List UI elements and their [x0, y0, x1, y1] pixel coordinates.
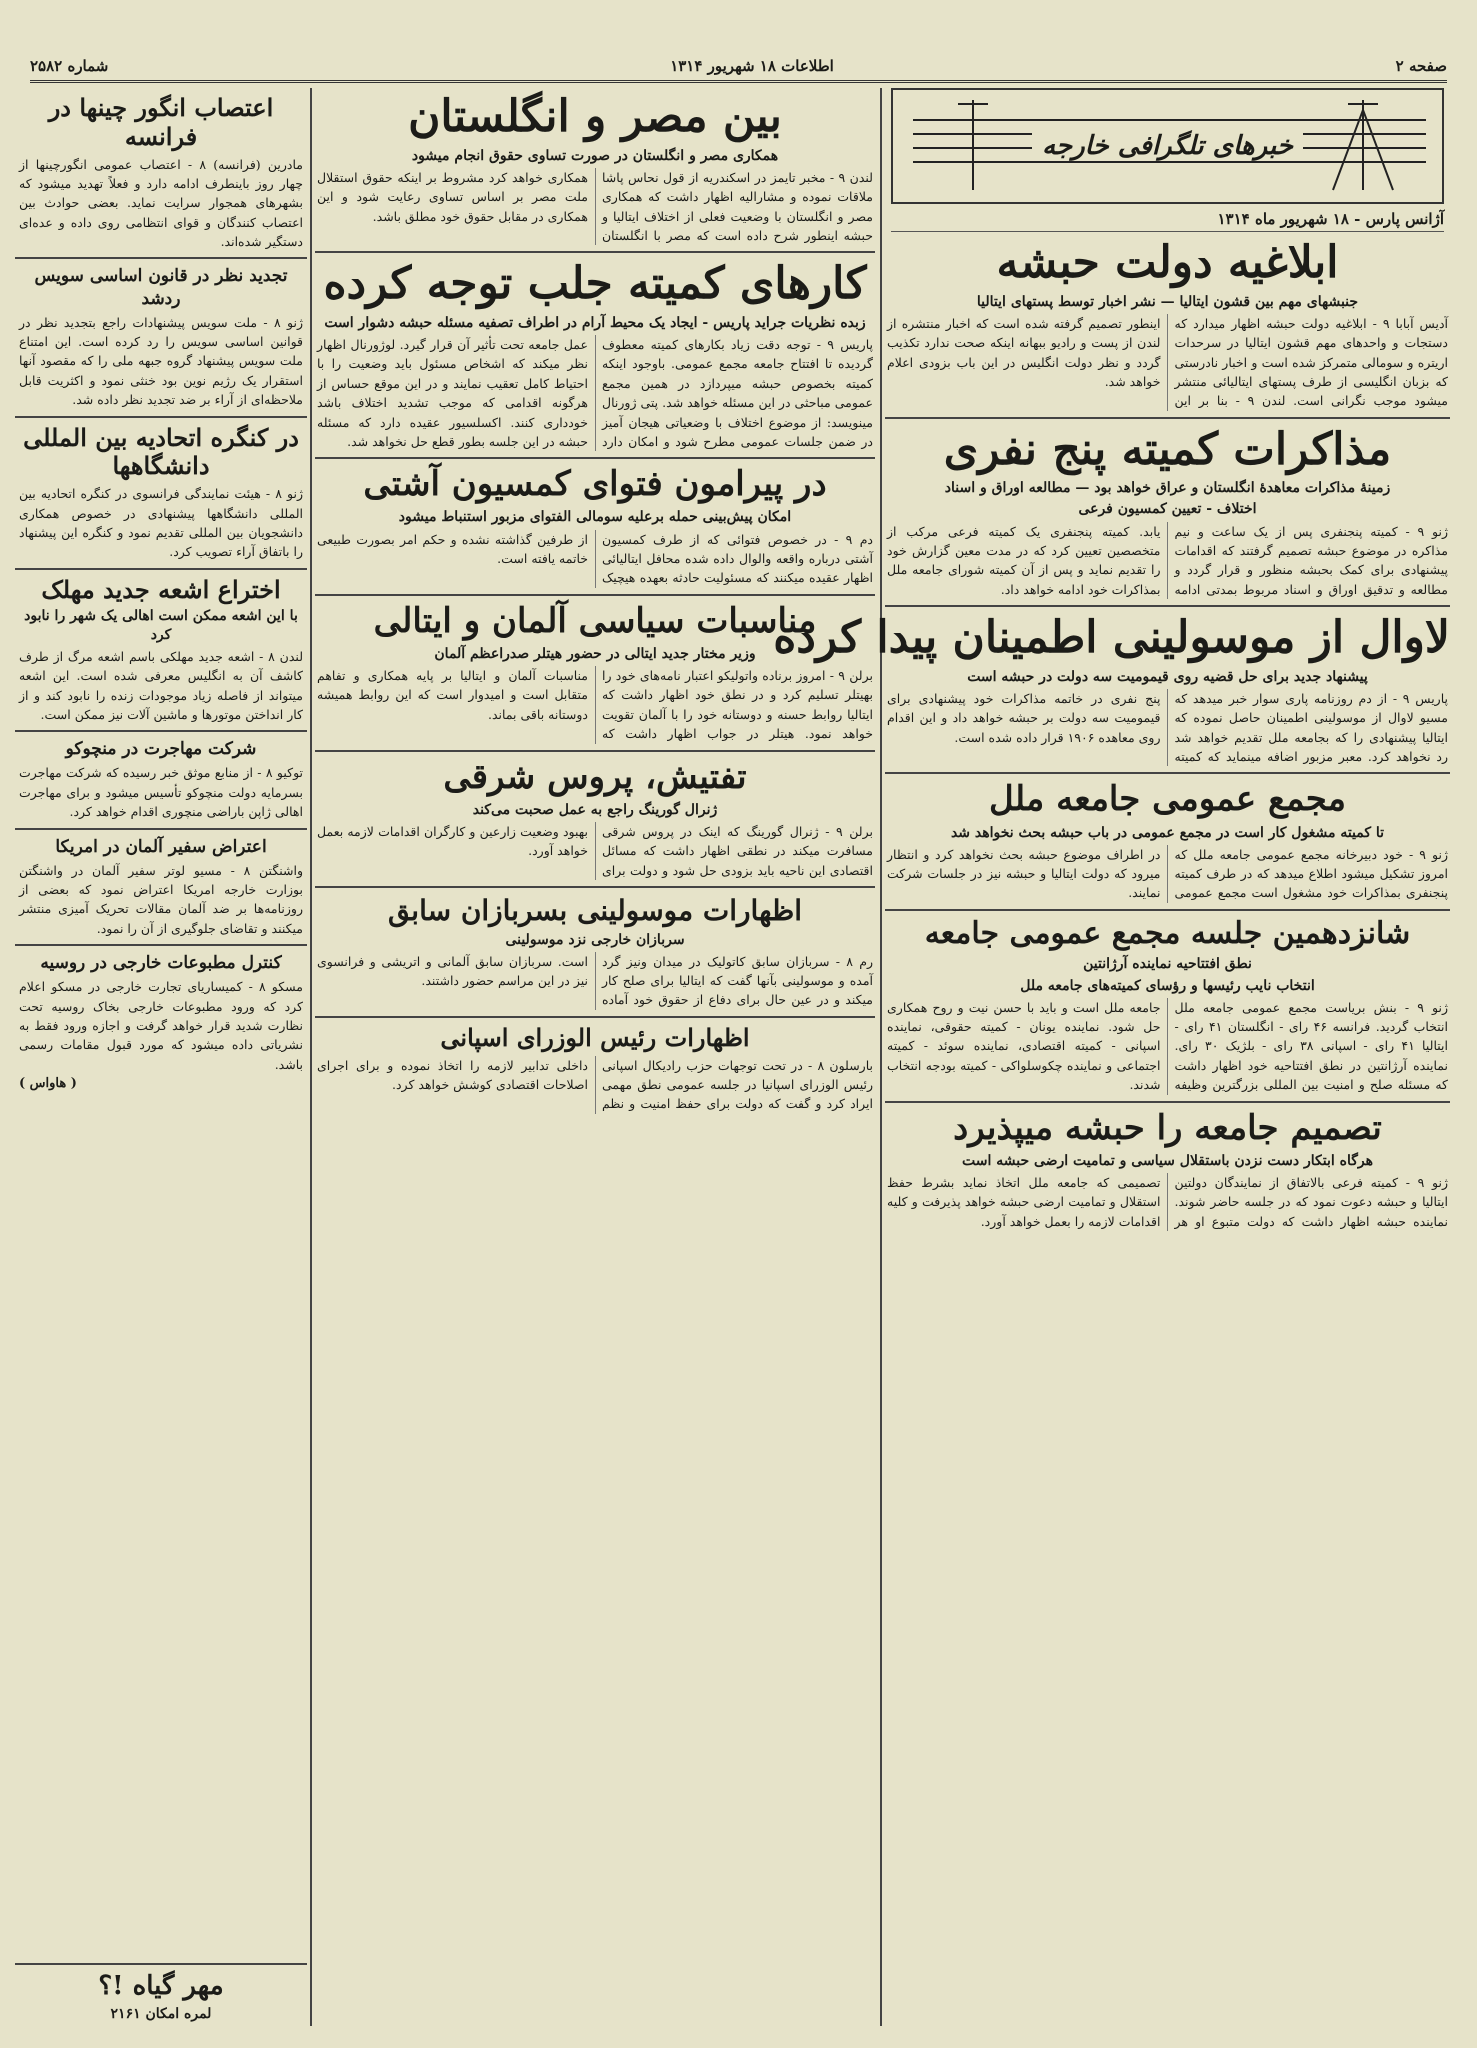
- headline-egypt-england: بین مصر و انگلستان: [408, 91, 782, 142]
- headline-laval-mussolini: لاوال از موسولینی اطمینان پیدا کرده: [773, 612, 1450, 664]
- right-column: [773, 88, 1450, 2026]
- divider: [15, 944, 307, 946]
- footer-subtitle: لمره امکان ۲۱۶۱: [110, 2005, 212, 2022]
- divider: [15, 730, 307, 732]
- divider: [885, 605, 1450, 607]
- article-body: ژنو ۹ - کمیته فرعی بالاتفاق از نمایندگان دولتین ایتالیا و حبشه دعوت نمود که در جلسه حاضر شوند. نماینده حبشه اظهار داشت که دولت متبوع او هر تصمیمی که جامعه ملل اتخاذ نماید بشرط حفظ استقلال و تمامیت ارضی حبشه خواهد پذیرفت و کلیه اقدامات لازمه را بعمل خواهد آورد.: [887, 1174, 1448, 1229]
- divider: [885, 772, 1450, 774]
- divider: [885, 1101, 1450, 1103]
- article-body: دم ۹ - در خصوص فتوائی که از طرف کمسیون آشتی درباره واقعه والوال داده شده محافل ایتالیائی اظهار عقیده میکنند که مسئولیت حادثه بعهده هیچیک از طرفین گذاشته نشده و حکم امر بصورت طبیعی خاتمه یافته است.: [317, 531, 873, 586]
- headline-abyssinia-accepts: تصمیم جامعه را حبشه میپذیرد: [953, 1107, 1382, 1148]
- headline-grape-strike: اعتصاب انگور چینها در فرانسه: [48, 93, 274, 151]
- article-body: ژنو ۹ - کمیته پنجنفری پس از یک ساعت و نیم مذاکره در موضوع حبشه تصمیم گرفتند که اقدامات پیشنهادی برای کمک بحبشه منظور و قرار گردد و مطالعه و تدقیق اوراق و اسناد مربوط بمدتی ادامه یابد. کمیته پنجنفری یک کمیته فرعی مرکب از متخصصین تعیین کرد که در مدت معین گزارش خود را تقدیم نماید و پس از آن کمیته شورای جامعه ملل بمذاکرات خود ادامه خواهد داد.: [887, 523, 1448, 597]
- subhead: ژنرال گورینگ راجع به عمل صحبت می‌کند: [472, 801, 718, 818]
- headline-death-ray: اختراع اشعه جدید مهلک: [41, 574, 281, 604]
- article-body: ژنو ۸ - هیئت نمایندگی فرانسوی در کنگره اتحادیه بین المللی دانشگاهها پیشنهادی در خصوص همکاری دانشجویان بین المللی تقدیم نمود و کنگره این پیشنهاد را باتفاق آراء تصویب کرد.: [19, 486, 303, 560]
- subhead: همکاری مصر و انگلستان در صورت تساوی حقوق انجام میشود: [411, 147, 779, 164]
- divider: [15, 828, 307, 830]
- subhead: هرگاه ابتکار دست نزدن باستقلال سیاسی و تمامیت ارضی حبشه است: [961, 1152, 1373, 1169]
- divider: [315, 1016, 875, 1018]
- banner-title: خبرهای تلگرافی خارجه: [1032, 131, 1303, 161]
- headline-mussolini-veterans: اظهارات موسولینی بسربازان سابق: [387, 893, 803, 927]
- article-body: پاریس ۹ - توجه دقت زیاد بکارهای کمیته معطوف گردیده تا افتتاح جامعه مجمع عمومی. باوجود اینکه کمیته بخصوص حبشه میپردازد در همین مجمع عمومی مباحثی در این مسئله خواهد شد. پتی ژورنال مینویسد: از موضوع اختلاف با وضعیاتی هیجان آمیز در ضمن جلسات عمومی مطرح شود و امکان دارد عمل جامعه تحت تأثیر آن قرار گیرد. لوژورنال اظهار نظر میکند که اشخاص مسئول باید وضعیت را با احتیاط کامل تعقیب نمایند و در این موقع حساس از هرگونه اقدامی که موجب تشدید اختلاف باشد خودداری کنند. اکسلسیور عقیده دارد که مسئله حبشه در این جلسه بطور قطع حل نخواهد شد.: [317, 337, 873, 449]
- headline-five-committee: مذاکرات کمیته پنج نفری: [943, 423, 1392, 475]
- divider: [15, 568, 307, 570]
- paper-date: اطلاعات ۱۸ شهریور ۱۳۱۴: [670, 57, 834, 75]
- article-body: واشنگتن ۸ - مسیو لوتر سفیر آلمان در واشنگتن بوزارت خارجه امریکا اعتراض نمود که بعضی از روزنامه‌ها بر ضد آلمان مقالات تحریک آمیزی منتشر میکنند و تقاضای جلوگیری از آن را نمود.: [19, 862, 303, 936]
- telegraph-banner: [891, 88, 1444, 204]
- headline-swiss-constitution: تجدید نظر در قانون اساسی سویس ردشد: [34, 266, 288, 309]
- subhead: نطق افتتاحیه نماینده آرژانتین: [1083, 956, 1252, 973]
- divider: [315, 251, 875, 253]
- subhead: انتخاب نایب رئیسها و رؤسای کمیته‌های جامعه ملل: [1020, 977, 1315, 994]
- divider: [315, 457, 875, 459]
- footer-advert: [15, 1963, 307, 2026]
- article-body: رم ۸ - سربازان سابق کاتولیک در میدان ونیز گرد آمده و موسولینی بآنها گفت که ایتالیا برای صلح کار میکند و در عین حال برای دفاع از حقوق خود آماده است. سربازان سابق آلمانی و اتریشی و فرانسوی نیز در این مراسم حضور داشتند.: [317, 953, 873, 1008]
- headline-spanish-premier: اظهارات رئیس الوزرای اسپانی: [440, 1022, 750, 1052]
- issue-number: شماره ۲۵۸۲: [30, 57, 109, 75]
- headline-german-ambassador: اعتراض سفیر آلمان در امریکا: [55, 836, 267, 857]
- footer-headline: مهر گیاه !؟: [98, 1970, 224, 2001]
- headline-east-prussia: تفتیش، پروس شرقی: [443, 756, 747, 797]
- article-body: ژنو ۹ - خود دبیرخانه مجمع عمومی جامعه ملل که امروز تشکیل میشود اطلاع میدهد که در طرف کمیته پنجنفری بمذاکرات خود مشغول است مجمع عمومی در اطراف موضوع حبشه بحث نخواهد کرد و انتظار میرود که دولت ایتالیا و حبشه نیز در جلسات شرکت نمایند.: [887, 846, 1448, 901]
- article-body: توکیو ۸ - از منابع موثق خبر رسیده که شرکت مهاجرت بسرمایه دولت منچوکو تأسیس میشود و برای مهاجرت اهالی ژاپن باراضی منچوری اقدام خواهد کرد.: [19, 765, 304, 820]
- headline-general-assembly: مجمع عمومی جامعه ملل: [989, 779, 1346, 820]
- headline-universities-congress: در کنگره اتحادیه بین المللی دانشگاهها: [23, 422, 299, 481]
- headline-russia-press: کنترل مطبوعات خارجی در روسیه: [40, 953, 282, 974]
- column-divider: [880, 88, 882, 2026]
- subhead: اختلاف - تعیین کمسیون فرعی: [1078, 501, 1257, 518]
- article-body: لندن ۹ - مخبر تایمز در اسکندریه از قول نحاس پاشا ملاقات نموده و مشارالیه اظهار داشت که همکاری مصر و انگلستان با وضعیت فعلی از اختلاف ایتالیا و حبشه اینطور شرح داده است که مصر با انگلستان همکاری خواهد کرد مشروط بر اینکه حقوق استقلال ملت مصر بر اساس تساوی رعایت شود و این همکاری در مقابل حقوق خود مطلق باشد.: [317, 169, 873, 243]
- column-divider: [310, 88, 312, 2026]
- divider: [15, 416, 307, 418]
- headline-abyssinia-proclamation: ابلاغیه دولت حبشه: [996, 237, 1339, 288]
- article-body: ژنو ۸ - ملت سویس پیشنهادات راجع بتجدید نظر در قوانین اساسی سویس را رد کرده است. این امتناع ملت سویس پیشنهاد گروه جبهه ملی را که مقصود آنها استقرار یک رژیم نوین بود خنثی نمود و اکثریت قابل ملاحظه‌ای از آراء بر ضد تجدید نظر داده شد.: [19, 314, 303, 408]
- subhead: زبده نظریات جراید پاریس - ایجاد یک محیط آرام در اطراف تصفیه مسئله حبشه دشوار است: [324, 314, 866, 331]
- subhead: جنبشهای مهم بین قشون ایتالیا — نشر اخبار توسط پستهای ایتالیا: [976, 293, 1359, 310]
- left-column: [15, 88, 307, 1928]
- article-body: برلن ۹ - امروز برناده واتولیکو اعتبار نامه‌های خود را بهیتلر تسلیم کرد و در نطق خود اظهار داشت که ایتالیا روابط حسنه و دوستانه خود را با آلمان تقویت خواهد نمود. هیتلر در جواب اظهار داشت که مناسبات آلمان و ایتالیا بر پایه همکاری و تفاهم متقابل است و امیدوار است که این روابط همیشه دوستانه باقی بماند.: [317, 668, 873, 742]
- headline-committee-attention: کارهای کمیته جلب توجه کرده: [323, 258, 867, 310]
- divider: [885, 909, 1450, 911]
- divider: [15, 257, 307, 259]
- article-body: مادرین (فرانسه) ۸ - اعتصاب عمومی انگورچینها از چهار روز باینطرف ادامه دارد و فعلاً تهدید میشود که بشهرهای همجوار سرایت نماید. بعضی حوادث بین اعتصاب کنندگان و قوای انتظامی روی داده و عده‌ای دستگیر شده‌اند.: [19, 156, 303, 250]
- article-body: لندن ۸ - اشعه جدید مهلکی باسم اشعه مرگ از طرف کاشف آن به انگلیس معرفی شده است. این اشعه میتواند از فاصله زیاد موجودات زنده را نابود کند و از کار انداختن موتورها و ماشین آلات نیز ممکن است.: [19, 648, 304, 722]
- dateline: آژانس پارس - ۱۸ شهریور ماه ۱۳۱۴: [891, 210, 1444, 232]
- middle-column: [315, 88, 875, 2026]
- headline-sixteenth-session: شانزدهمین جلسه مجمع عمومی جامعه: [924, 915, 1411, 951]
- masthead: [30, 52, 1447, 83]
- article-body: ژنو ۹ - بنش بریاست مجمع عمومی جامعه ملل انتخاب گردید. فرانسه ۴۶ رای - انگلستان ۴۱ رای - ایتالیا ۴۱ رای - اسپانی ۳۸ رای - بلژیک ۳۰ رای. نماینده آرژانتین در نطق افتتاحیه خود اظهار داشت که مسئله صلح و امنیت بین المللی بزرگترین وظیفه جامعه ملل است و باید با حسن نیت و روح همکاری حل شود. نماینده یونان - کمیته حقوقی، نماینده اسپانی - کمیته اقتصادی، نماینده سوئد - کمیته اجتماعی و نماینده چکوسلواکی - کمیته بودجه انتخاب شدند.: [887, 999, 1448, 1093]
- subhead: تا کمیته مشغول کار است در مجمع عمومی در باب حبشه بحث نخواهد شد: [950, 824, 1385, 841]
- divider: [885, 417, 1450, 419]
- article-body: برلن ۹ - ژنرال گورینگ که اینک در پروس شرقی مسافرت میکند در نطقی اظهار داشت که مسائل اقتصادی این ناحیه باید بزودی حل شود و دولت برای بهبود وضعیت زارعین و کارگران اقدامات لازمه بعمل خواهد آورد.: [317, 823, 873, 878]
- subhead: پیشنهاد جدید برای حل قضیه روی قیمومیت سه دولت در حبشه است: [967, 668, 1368, 685]
- subhead: با این اشعه ممکن است اهالی یک شهر را نابود کرد: [24, 608, 298, 643]
- page-label: صفحه ۲: [1395, 57, 1447, 75]
- divider: [15, 1963, 307, 1965]
- subhead: زمینهٔ مذاکرات معاهدهٔ انگلستان و عراق خواهد بود — مطالعه اوراق و اسناد: [944, 480, 1391, 497]
- article-body: آدیس آبابا ۹ - ابلاغیه دولت حبشه اظهار میدارد که دستجات و واحدهای مهم قشون ایتالیا در سرحدات اریتره و سومالی متمرکز شده است و اخبار نادرستی که بزبان انگلیسی از طرف پستهای ایتالیائی منتشر میشود موجب نگرانی است. لندن ۹ - بنا بر این اینطور تصمیم گرفته شده است که اخبار منتشره از لندن از پست و رادیو ببهانه اینکه صحت ندارد تکذیب گردد و نظر دولت انگلیس در این باب بزودی اعلام خواهد شد.: [887, 315, 1449, 409]
- subhead: امکان پیش‌بینی حمله برعلیه سومالی الفتوای مزبور استنباط میشود: [398, 509, 792, 526]
- headline-conciliation-commission: در پیرامون فتوای کمسیون آشتی: [363, 464, 827, 505]
- subhead: سربازان خارجی نزد موسولینی: [505, 931, 685, 948]
- article-body: مسکو ۸ - کمیساریای تجارت خارجی در مسکو اعلام کرد که ورود مطبوعات خارجی بخاک روسیه تحت نظارت شدید قرار خواهد گرفت و اجازه ورود فقط به نشریاتی داده میشود که مورد قبول مقامات رسمی باشد.: [19, 979, 304, 1072]
- article-body: پاریس ۹ - از دم روزنامه پاری سوار خبر میدهد که مسیو لاوال از موسولینی اطمینان حاصل نموده که ایتالیا پیشنهادی را که بجامعه ملل تقدیم خواهد شد رد نخواهد کرد. معبر مزبور اضافه مینماید که کمیته پنج نفری در خاتمه مذاکرات خود پیشنهادی برای قیمومیت سه دولت بر حبشه خواهد داد و این اقدام روی معاهده ۱۹۰۶ قرار داده شده است.: [887, 690, 1448, 765]
- headline-manchukuo-migration: شرکت مهاجرت در منچوکو: [65, 739, 257, 760]
- subhead: وزیر مختار جدید ایتالی در حضور هیتلر صدراعظم آلمان: [434, 645, 756, 662]
- article-body: بارسلون ۸ - در تحت توجهات حزب رادیکال اسپانی رئیس الوزرای اسپانیا در جلسه عمومی نطق مهمی ایراد کرد و گفت که دولت برای حفظ امنیت و نظم داخلی تدابیر لازمه را اتخاذ نموده و برای اجرای اصلاحات اقتصادی کوشش خواهد کرد.: [317, 1057, 873, 1112]
- divider: [315, 750, 875, 752]
- headline-germany-italy: مناسبات سیاسی آلمان و ایتالی: [373, 600, 817, 641]
- divider: [315, 886, 875, 888]
- agency-signature: ( هاواس ): [19, 1076, 77, 1092]
- divider: [315, 594, 875, 596]
